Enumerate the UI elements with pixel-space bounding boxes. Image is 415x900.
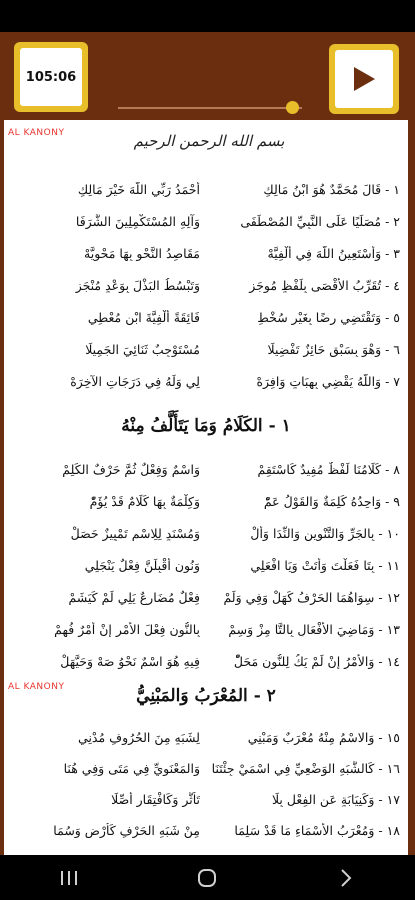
verse-line: [12, 761, 400, 783]
verse-line: [12, 654, 400, 676]
back-button[interactable]: [316, 863, 376, 893]
recent-apps-icon: [59, 870, 79, 886]
verse-first-hemistich: ٢ - مُصَلِّيًا عَلَى النَّبِيِّ المُصْطَفَى: [240, 214, 400, 229]
verse-first-hemistich: ١٠ - بِالجَرِّ وَالتَّنْوِينِ وَالنِّدَا وَأَلْ: [250, 526, 400, 541]
seek-bar[interactable]: [118, 107, 302, 109]
verse-second-hemistich: أَحْمَدُ رَبِّي اللّهَ خَيْرَ مَالِكِ: [77, 182, 200, 197]
verse-first-hemistich: ٣ - وَأَسْتَعِينُ اللّهَ فِي أَلْفِيَّهْ: [267, 246, 400, 261]
verse-second-hemistich: مُسْتَوْجِبٌ ثَنَائِيَ الجَمِيلَا: [85, 342, 200, 357]
time-display-button[interactable]: [14, 42, 88, 112]
verse-first-hemistich: ٨ - كَلَامُنَا لَفْظٌ مُفِيدٌ كَاسْتَقِمْ: [257, 462, 400, 477]
verse-first-hemistich: ١٦ - كَالشَّبَهِ الوَضْعِيِّ فِي اسْمَيْ جِئْتَنَا: [212, 761, 400, 776]
verse-first-hemistich: ١٤ - وَالأَمْرُ إِنْ لَمْ يَكُ لِلنُّونِ مَحَلّْ: [233, 654, 400, 669]
play-button[interactable]: [329, 44, 399, 114]
verse-second-hemistich: فِعْلٌ مُضَارِعٌ يَلِي لَمْ كَيَشَمْ: [68, 590, 200, 605]
verse-line: [12, 558, 400, 580]
verse-second-hemistich: فِيهِ هُوَ اسْمٌ نَحْوُ صَهْ وَحَيَّهَلْ: [60, 654, 200, 669]
verse-second-hemistich: وَاسْمٌ وَفِعْلٌ ثُمَّ حَرْفٌ الكَلِمْ: [62, 462, 200, 477]
verse-first-hemistich: ٥ - وَتَقْتَضِي رِضًا بِغَيْرِ سُخْطِ: [257, 310, 400, 325]
verse-second-hemistich: مِنْ شَبَهِ الحَرْفِ كَأَرْضٍ وَسُمَا: [53, 823, 200, 838]
verse-second-hemistich: وَالمَعْنَوِيِّ فِي مَتَى وَفِي هُنَا: [63, 761, 200, 776]
seek-handle[interactable]: [286, 101, 299, 114]
watermark-bottom: AL KANONY: [8, 682, 65, 692]
verse-line: [12, 590, 400, 612]
verse-second-hemistich: وَمُسْنَدٍ لِلِاسْمِ تَمْيِيزٌ حَصَلْ: [70, 526, 200, 541]
verse-line: [12, 526, 400, 548]
status-bar: [0, 0, 415, 32]
verse-line: [12, 622, 400, 644]
chevron-right-icon: [338, 868, 354, 888]
verse-first-hemistich: ١٣ - وَمَاضِيَ الأَفْعَالِ بِالتَّا مِزْ وَسِمْ: [228, 622, 400, 637]
verse-first-hemistich: ١٥ - وَالاسْمُ مِنْهُ مُعْرَبٌ وَمَبْنِي: [247, 730, 400, 745]
verse-first-hemistich: ١٧ - وَكَنِيَابَةٍ عَنِ الفِعْلِ بِلَا: [271, 792, 400, 807]
time-readout: 105:06: [20, 48, 82, 106]
verse-first-hemistich: ٩ - وَاحِدُهُ كَلِمَةٌ وَالقَوْلُ عَمّْ: [263, 494, 400, 509]
verse-line: [12, 278, 400, 300]
basmala: بسم الله الرحمن الرحيم: [133, 132, 285, 150]
verse-second-hemistich: وَكِلْمَةٌ بِهَا كَلَامٌ قَدْ يُؤَمّْ: [89, 494, 200, 509]
verse-first-hemistich: ٤ - تُقَرِّبُ الأَقْصَى بِلَفْظٍ مُوجَزِ: [249, 278, 400, 293]
verse-line: [12, 792, 400, 814]
verse-second-hemistich: لِي وَلَهُ فِي دَرَجَاتِ الآخِرَهْ: [70, 374, 200, 389]
verse-second-hemistich: لِشَبَهٍ مِنَ الحُرُوفِ مُدْنِي: [78, 730, 200, 745]
verse-line: [12, 494, 400, 516]
verse-second-hemistich: وَنُونِ أَقْبِلَنَّ فِعْلٌ يَنْجَلِي: [84, 558, 200, 573]
verse-second-hemistich: فَائِقَةً أَلْفِيَّةَ ابْنِ مُعْطِي: [87, 310, 200, 325]
verse-first-hemistich: ٦ - وَهْوَ بِسَبْقٍ حَائِزٌ تَفْضِيلَا: [267, 342, 400, 357]
verse-second-hemistich: مَقَاصِدُ النَّحْوِ بِهَا مَحْوِيَّهْ: [84, 246, 200, 261]
verse-line: [12, 246, 400, 268]
text-viewer[interactable]: [0, 120, 415, 855]
system-navigation-bar: [0, 855, 415, 900]
verse-second-hemistich: تَأَثُّرٍ وَكَافْتِقَارٍ أُصِّلَا: [111, 792, 200, 807]
home-button[interactable]: [177, 863, 237, 893]
verse-second-hemistich: بِالنُّونِ فِعْلَ الأَمْرِ إِنْ أَمْرٌ فُهِمْ: [54, 622, 200, 637]
verse-first-hemistich: ٧ - وَاللّهُ يَقْضِي بِهِبَاتٍ وَافِرَهْ: [256, 374, 400, 389]
chapter-title-1: ١ - الكَلَامُ وَمَا يَتَأَلَّفُ مِنْهُ: [121, 416, 291, 436]
recent-apps-button[interactable]: [39, 863, 99, 893]
verse-line: [12, 182, 400, 204]
watermark-top: AL KANONY: [8, 128, 65, 138]
verse-line: [12, 730, 400, 752]
chapter-title-2: ٢ - المُعْرَبُ وَالمَبْنِيُّ: [136, 686, 276, 706]
verse-first-hemistich: ١٢ - سِوَاهُمَا الحَرْفُ كَهَلْ وَفِي وَلَمْ: [223, 590, 400, 605]
verse-first-hemistich: ١ - قَالَ مُحَمَّدٌ هُوَ ابْنُ مَالِكِ: [263, 182, 400, 197]
verse-line: [12, 342, 400, 364]
verse-first-hemistich: ١١ - بِتَا فَعَلْتَ وَأَتَتْ وَيَا افْعَلِي: [250, 558, 400, 573]
verse-line: [12, 823, 400, 845]
verse-second-hemistich: وَآلِهِ المُسْتَكْمِلِينَ الشَّرَفَا: [75, 214, 200, 229]
poem-page: [4, 120, 408, 855]
play-icon: [351, 65, 377, 93]
verse-line: [12, 214, 400, 236]
verse-line: [12, 462, 400, 484]
verse-line: [12, 310, 400, 332]
audio-player-bar: [0, 32, 415, 120]
verse-first-hemistich: ١٨ - وَمُعْرَبُ الأَسْمَاءِ مَا قَدْ سَلِمَا: [234, 823, 400, 838]
verse-second-hemistich: وَتَبْسُطُ البَذْلَ بِوَعْدٍ مُنْجَزِ: [75, 278, 200, 293]
verse-line: [12, 374, 400, 396]
home-icon: [197, 868, 217, 888]
